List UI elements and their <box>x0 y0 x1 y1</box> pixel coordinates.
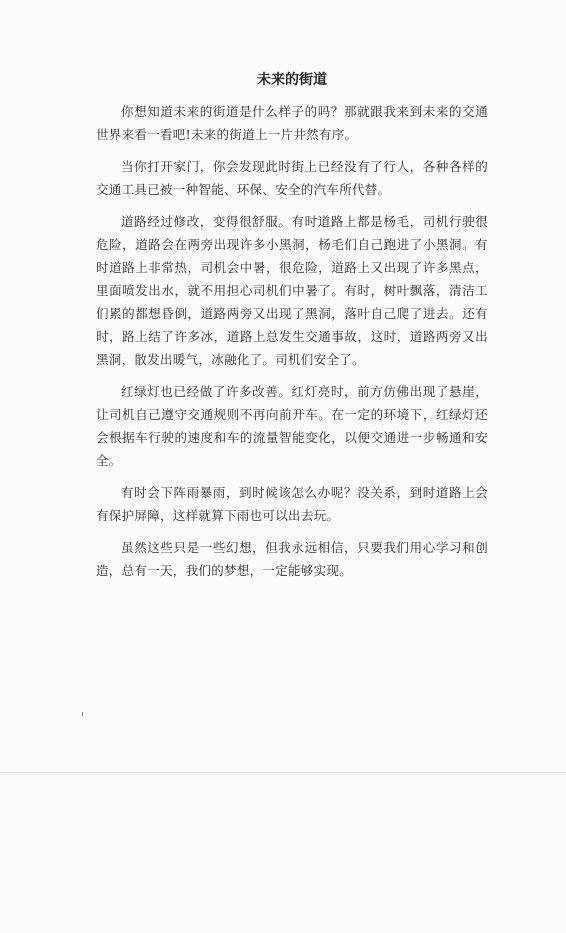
scan-speck <box>82 712 83 716</box>
document-title: 未来的街道 <box>257 72 327 88</box>
paragraph: 当你打开家门，你会发现此时街上已经没有了行人，各种各样的交通工具已被一种智能、环保、安全的汽车所代替。 <box>96 159 488 197</box>
paragraph: 你想知道未来的街道是什么样子的吗？那就跟我来到未来的交通世界来看一看吧!未来的街道上一片井然有序。 <box>96 104 488 142</box>
paragraph: 有时会下阵雨暴雨，到时候该怎么办呢？没关系，到时道路上会有保护屏障，这样就算下雨也可以出去玩。 <box>96 485 488 523</box>
paragraph: 道路经过修改，变得很舒服。有时道路上都是杨毛，司机行驶很危险，道路会在两旁出现许多小黑洞，杨毛们自己跑进了小黑洞。有时道路上非常热，司机会中暑，很危险，道路上又出现了许多黑点，里面喷发出水，就不用担心司机们中暑了。有时，树叶飘落，清洁工们累的都想昏倒，道路两旁又出现了黑洞，落叶自己爬了进去。还有时，路上结了许多冰，道路上总发生交通事故，这时，道路两旁又出黑洞，散发出暖气，冰融化了。司机们安全了。 <box>96 214 488 367</box>
scan-edge <box>0 772 566 773</box>
paragraph: 红绿灯也已经做了许多改善。红灯亮时，前方仿佛出现了悬崖，让司机自己遵守交通规则不再向前开车。在一定的环境下，红绿灯还会根据车行驶的速度和车的流量智能变化，以便交通进一步畅通和安全。 <box>96 384 488 468</box>
paragraph: 虽然这些只是一些幻想，但我永远相信，只要我们用心学习和创造，总有一天，我们的梦想，一定能够实现。 <box>96 540 488 578</box>
document-body <box>96 70 488 591</box>
